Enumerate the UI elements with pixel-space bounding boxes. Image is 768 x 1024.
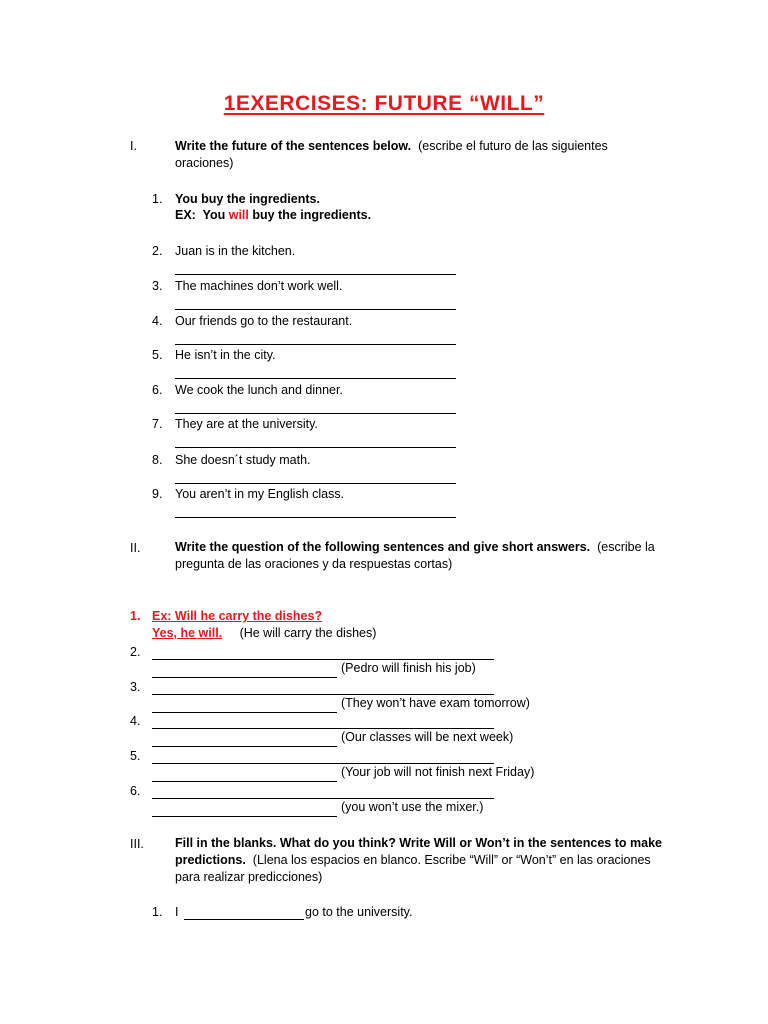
list-item-number: 5.	[130, 749, 141, 763]
s2-example-number: 1.	[130, 609, 141, 623]
s1-example-answer	[175, 207, 371, 224]
page-title: 1EXERCISES: FUTURE “WILL”	[223, 92, 545, 115]
short-answer-blank[interactable]	[152, 712, 337, 713]
section1-instruction-line2: oraciones)	[175, 156, 234, 170]
s2-example-answer-line	[152, 625, 376, 642]
answer-hint: (Our classes will be next week)	[341, 730, 514, 744]
short-answer-blank[interactable]	[152, 816, 337, 817]
section3-instruction-rest: (Llena los espacios en blanco. Escribe “Will” or “Won’t” en las oraciones	[252, 853, 651, 867]
list-item-number: 4.	[130, 714, 141, 728]
list-item-number: 8.	[152, 453, 163, 467]
short-answer-blank[interactable]	[152, 677, 337, 678]
section2-instruction-line1	[175, 539, 655, 556]
answer-blank[interactable]	[175, 344, 456, 345]
s1-example-number: 1.	[152, 192, 163, 206]
section2-instruction-rest: (escribe la	[597, 540, 655, 554]
section1-instruction-rest: (escribe el futuro de las siguientes	[418, 139, 608, 153]
answer-blank[interactable]	[175, 447, 456, 448]
list-item-sentence: She doesn´t study math.	[175, 453, 311, 467]
answer-hint: (Your job will not finish next Friday)	[341, 765, 535, 779]
list-item-number: 7.	[152, 417, 163, 431]
list-item-sentence: You aren’t in my English class.	[175, 487, 345, 501]
list-item-sentence: He isn’t in the city.	[175, 348, 276, 362]
section3-instruction-line1: Fill in the blanks. What do you think? Write Will or Won’t in the sentences to make	[175, 836, 662, 850]
list-item-number: 5.	[152, 348, 163, 362]
answer-blank[interactable]	[175, 517, 456, 518]
list-item-sentence: Juan is in the kitchen.	[175, 244, 296, 258]
list-item-number: 6.	[130, 784, 141, 798]
section2-numeral: II.	[130, 541, 141, 555]
answer-blank[interactable]	[175, 378, 456, 379]
answer-hint: (Pedro will finish his job)	[341, 661, 476, 675]
short-answer-blank[interactable]	[152, 781, 337, 782]
s1-example-suffix: buy the ingredients.	[248, 208, 372, 222]
list-item-sentence: The machines don’t work well.	[175, 279, 343, 293]
section1-instruction-line1	[175, 138, 608, 155]
prediction-after: go to the university.	[305, 905, 413, 919]
prediction-before: I	[175, 905, 179, 919]
s2-example-answer: Yes, he will.	[152, 626, 223, 640]
section1-instruction-bold: Write the future of the sentences below.	[175, 139, 412, 153]
list-item-sentence: We cook the lunch and dinner.	[175, 383, 343, 397]
list-item-number: 6.	[152, 383, 163, 397]
list-item-number: 4.	[152, 314, 163, 328]
section3-instruction-bold: predictions.	[175, 853, 246, 867]
list-item-number: 3.	[130, 680, 141, 694]
section2-instruction-bold: Write the question of the following sentences and give short answers.	[175, 540, 591, 554]
s2-example-question: Ex: Will he carry the dishes?	[152, 609, 323, 623]
section2-instruction-line2: pregunta de las oraciones y da respuestas cortas)	[175, 557, 453, 571]
list-item-number: 9.	[152, 487, 163, 501]
answer-blank[interactable]	[175, 413, 456, 414]
answer-blank[interactable]	[175, 309, 456, 310]
answer-blank[interactable]	[175, 483, 456, 484]
s1-example-prefix: EX: You	[175, 208, 229, 222]
section1-numeral: I.	[130, 139, 137, 153]
section3-instruction-line2	[175, 852, 651, 869]
answer-hint: (They won’t have exam tomorrow)	[341, 696, 530, 710]
prediction-blank[interactable]	[184, 919, 304, 920]
list-item-number: 1.	[152, 905, 163, 919]
section3-instruction-line3: para realizar predicciones)	[175, 870, 323, 884]
section3-numeral: III.	[130, 837, 144, 851]
answer-hint: (you won’t use the mixer.)	[341, 800, 484, 814]
s2-example-note: (He will carry the dishes)	[239, 626, 377, 640]
list-item-number: 3.	[152, 279, 163, 293]
list-item-number: 2.	[130, 645, 141, 659]
s1-example-will: will	[228, 208, 249, 222]
s1-example-sentence: You buy the ingredients.	[175, 192, 320, 206]
short-answer-blank[interactable]	[152, 746, 337, 747]
list-item-sentence: Our friends go to the restaurant.	[175, 314, 353, 328]
answer-blank[interactable]	[175, 274, 456, 275]
list-item-number: 2.	[152, 244, 163, 258]
list-item-sentence: They are at the university.	[175, 417, 318, 431]
